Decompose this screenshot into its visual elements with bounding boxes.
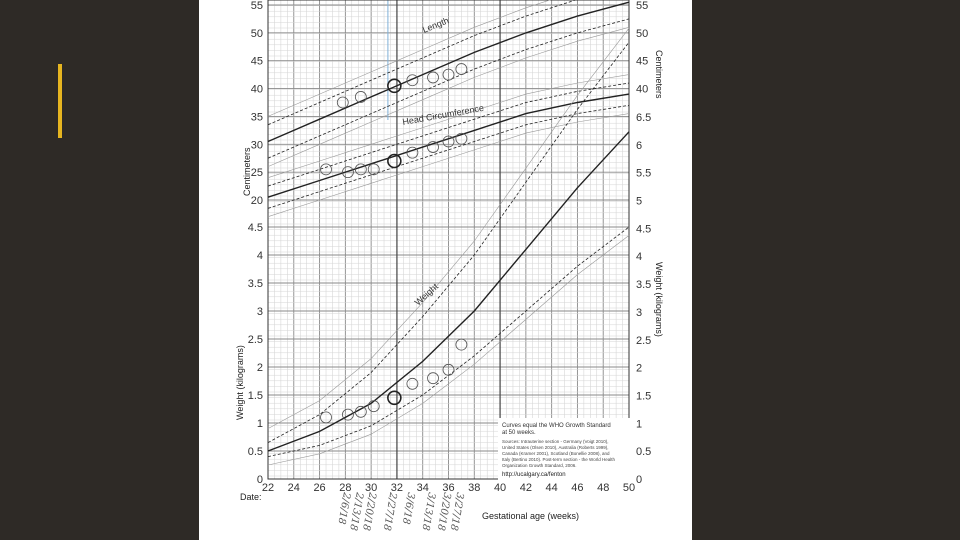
y-left-cm-tick-label: 35 (250, 111, 263, 124)
y-axis-title-cm-left: Centimeters (242, 147, 252, 196)
source-line-1: Sources: Intrauterine section - Germany (Voigt 2010), (502, 439, 609, 444)
x-axis-title: Gestational age (weeks) (482, 511, 580, 521)
subtitle-line-2: at 50 weeks. (502, 430, 536, 436)
x-tick-label: 36 (442, 482, 455, 494)
y-left-kg-tick-label: 0.5 (247, 446, 263, 458)
y-left-kg-tick-label: 4 (256, 250, 263, 262)
x-tick-label: 34 (416, 482, 429, 494)
x-tick-label: 22 (261, 482, 275, 494)
y-left-kg-tick-label: 1 (256, 418, 263, 430)
handwritten-date: 2/13/18 (347, 491, 365, 532)
handwritten-date: 2/6/18 (335, 491, 352, 526)
y-left-kg-tick-label: 3.5 (247, 278, 263, 290)
y-right-kg-tick-label: 0 (636, 474, 643, 486)
y-left-cm-tick-label: 50 (250, 27, 263, 40)
y-left-cm-tick-label: 45 (250, 55, 263, 68)
source-line-2: United States (Olsen 2010), Australia (Roberts 1999), (502, 445, 609, 450)
y-left-kg-tick-label: 1.5 (247, 390, 263, 402)
y-right-kg-tick-label: 2 (636, 362, 643, 375)
y-axis-title-kg-left: Weight (kilograms) (235, 345, 245, 420)
x-tick-label: 28 (339, 482, 352, 494)
x-tick-label: 24 (287, 482, 300, 494)
handwritten-date: 3/6/18 (399, 491, 417, 526)
y-left-kg-tick-label: 2.5 (247, 334, 263, 346)
handwritten-date: 3/20/18 (434, 491, 453, 532)
x-tick-label: 26 (313, 482, 326, 494)
handwritten-date: 2/20/18 (360, 491, 378, 532)
x-tick-label: 44 (545, 482, 558, 494)
y-right-kg-tick-label: 0.5 (636, 446, 652, 459)
handwritten-date: 3/13/18 (419, 491, 437, 532)
y-left-cm-tick-label: 30 (250, 139, 263, 152)
curve-label-length: Length (421, 15, 451, 35)
x-tick-label: 50 (622, 482, 636, 494)
curve-label-weight: Weight (412, 281, 441, 308)
handwritten-dates (335, 490, 465, 531)
y-right-kg-tick-label: 5 (636, 195, 643, 208)
handwritten-date: 3/27/18 (447, 491, 466, 532)
x-tick-label: 48 (597, 482, 610, 494)
chart-grid (268, 0, 629, 479)
y-left-kg-tick-label: 4.5 (247, 222, 263, 234)
y-left-kg-tick-label: 3 (256, 306, 263, 318)
subtitle-line-1: Curves equal the WHO Growth Standard (502, 423, 611, 429)
length-measurement-circle (388, 79, 401, 92)
y-right-kg-tick-label: 1.5 (636, 390, 652, 403)
y-right-kg-tick-label: 1 (636, 418, 643, 431)
x-tick-label: 40 (493, 482, 507, 494)
source-line-3: Canada (Kramer 2001), Scotland (Bonellie 2008), and (502, 451, 610, 456)
y-right-kg-tick-label: 4 (636, 251, 643, 264)
y-axis-title-cm-right: Centimeters (654, 50, 664, 99)
source-line-5: Organization Growth Standard, 2006. (502, 463, 577, 468)
y-right-kg-tick-label: 6.5 (636, 112, 652, 124)
y-left-kg-tick-label: 0 (256, 474, 263, 486)
y-left-cm-tick-label: 40 (250, 83, 263, 96)
y-axis-title-kg-right: Weight (kilograms) (654, 262, 664, 337)
y-left-cm-tick-label: 25 (250, 167, 263, 180)
y-left-kg-tick-label: 2 (256, 362, 263, 374)
x-tick-label: 32 (390, 482, 404, 494)
y-right-kg-tick-label: 6 (636, 139, 643, 152)
y-right-cm-tick-label: 45 (636, 55, 649, 68)
date-label: Date: (240, 492, 262, 502)
source-url: http://ucalgary.ca/fenton (502, 472, 566, 478)
y-right-kg-tick-label: 4.5 (636, 223, 652, 236)
y-left-cm-tick-label: 55 (250, 0, 263, 12)
y-right-kg-tick-label: 3 (636, 306, 643, 319)
source-line-4: Italy (Bertino 2010). Post-term section - the World Health (502, 457, 615, 462)
y-right-cm-tick-label: 50 (636, 27, 649, 40)
curve-label-head: Head Circumference (401, 102, 485, 127)
y-right-cm-tick-label: 55 (636, 0, 649, 12)
y-right-kg-tick-label: 5.5 (636, 167, 652, 180)
x-tick-label: 38 (468, 482, 481, 494)
y-right-kg-tick-label: 3.5 (636, 279, 652, 292)
y-left-cm-tick-label: 20 (250, 195, 263, 207)
x-tick-label: 42 (519, 482, 532, 494)
handwritten-date: 2/27/18 (380, 491, 399, 532)
y-right-cm-tick-label: 40 (636, 83, 649, 96)
x-tick-label: 46 (571, 482, 584, 494)
x-tick-label: 30 (365, 482, 378, 494)
y-right-kg-tick-label: 2.5 (636, 334, 652, 347)
